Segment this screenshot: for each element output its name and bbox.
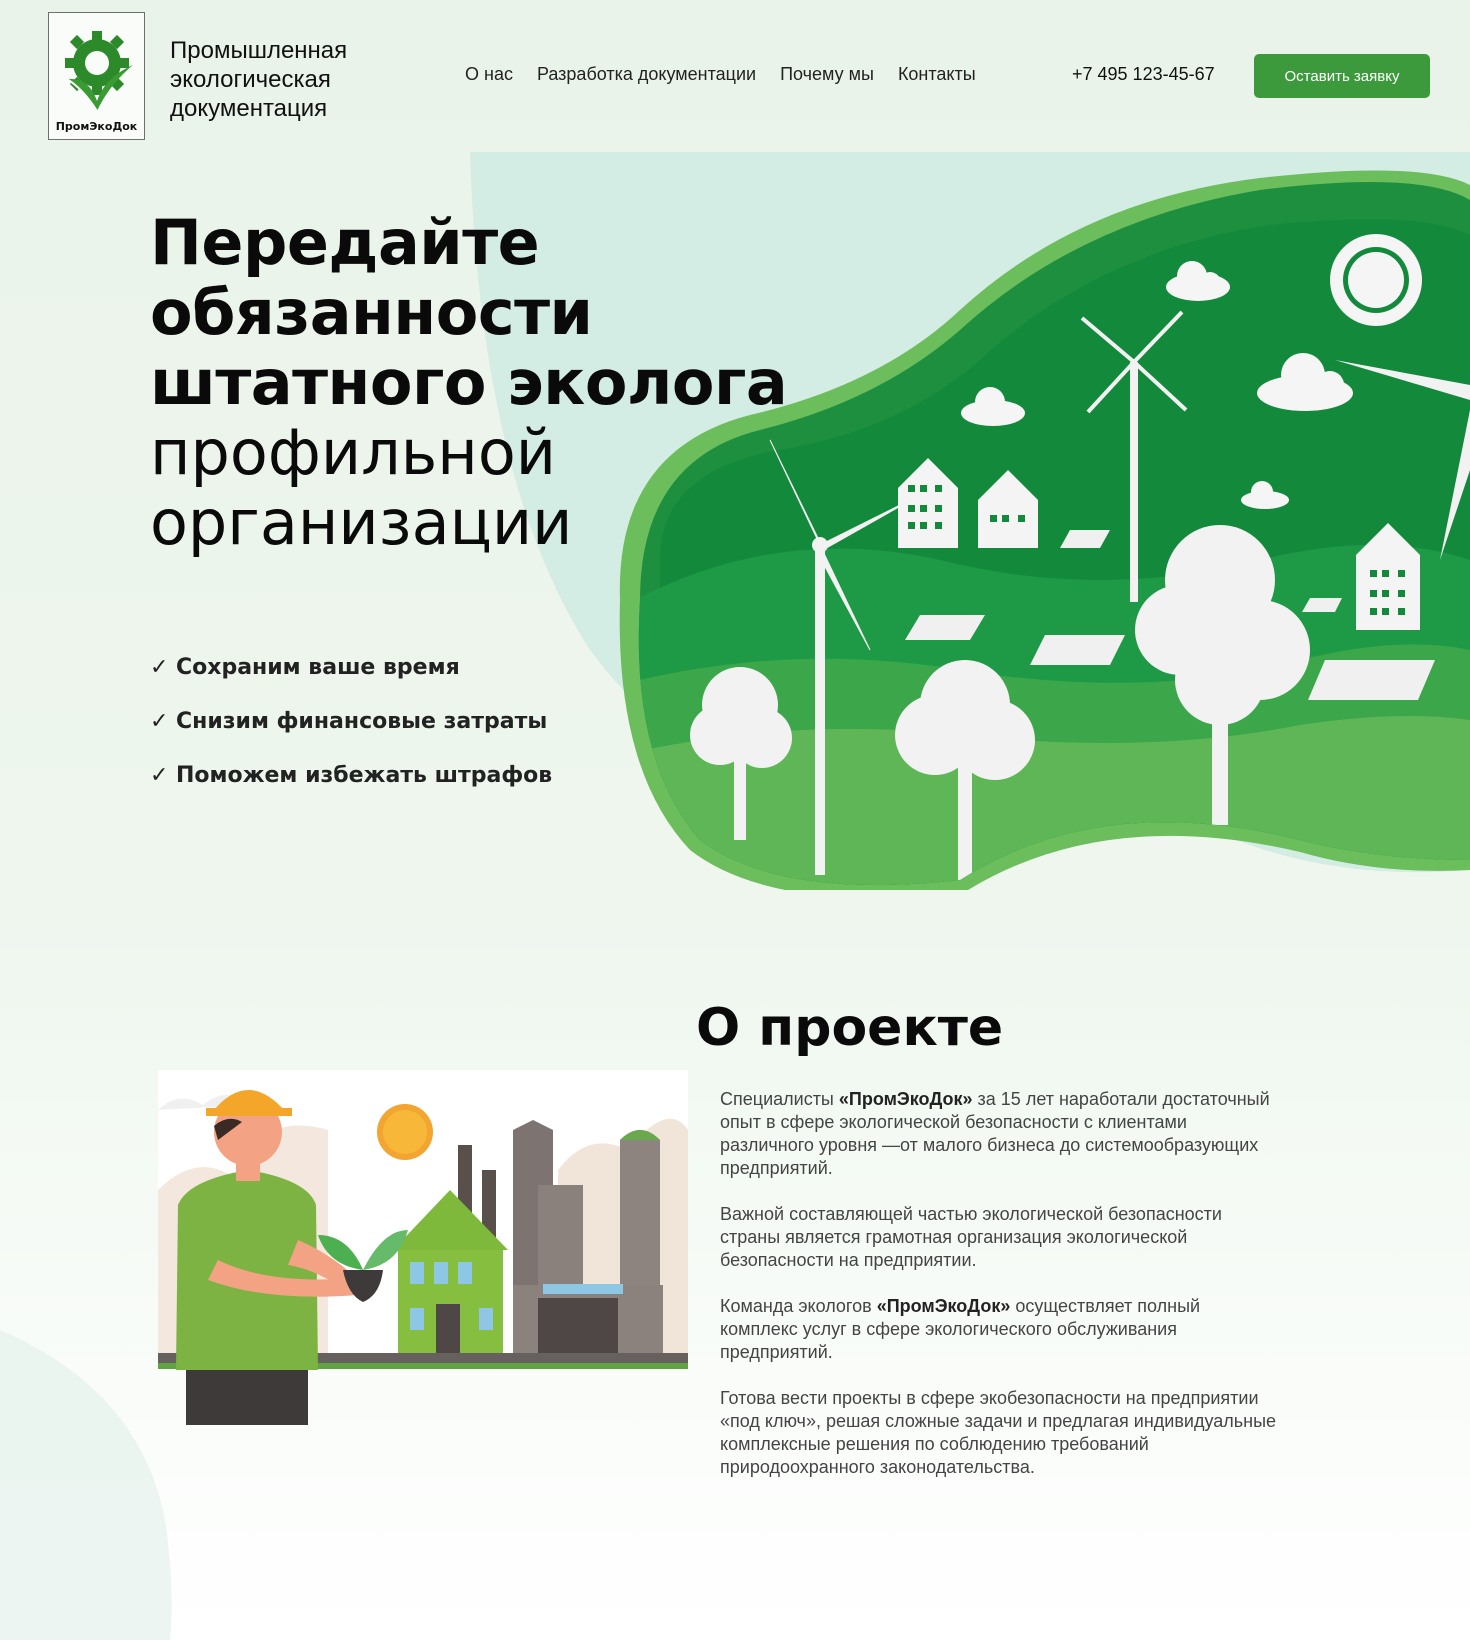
benefit-text: Снизим финансовые затраты xyxy=(176,708,548,734)
nav-item-documentation[interactable]: Разработка документации xyxy=(536,64,757,84)
site-header xyxy=(0,0,1470,150)
hero-title-line: Передайте xyxy=(150,206,540,279)
check-icon: ✓ xyxy=(150,708,169,734)
check-icon: ✓ xyxy=(150,654,169,680)
benefit-text: Сохраним ваше время xyxy=(176,654,460,680)
about-text xyxy=(720,1088,1280,1502)
about-text-span: за 15 лет наработали достаточный опыт в сфере экологической безопасности с клиентами различного уровня —от малого бизнеса до системообразующих предприятий. xyxy=(720,1089,1270,1178)
nav-item-why-us[interactable]: Почему мы xyxy=(780,64,874,84)
about-paragraph: Важной составляющей частью экологической безопасности страны является грамотная организация экологической безопасности на предприятии. xyxy=(720,1204,1222,1270)
about-paragraph xyxy=(720,1088,1280,1180)
about-paragraph xyxy=(720,1295,1280,1364)
about-illustration xyxy=(158,1070,688,1425)
main-nav xyxy=(465,64,1000,85)
hero-title-line: обязанности xyxy=(150,276,593,349)
check-icon: ✓ xyxy=(150,762,169,788)
about-text-span: Специалисты xyxy=(720,1089,839,1109)
hero-title-line: штатного эколога xyxy=(150,346,788,419)
brand-title: Промышленная экологическая документация xyxy=(170,37,348,122)
gear-leaf-icon xyxy=(57,19,137,119)
about-text-span: осуществляет полный комплекс услуг в сфере экологического обслуживания предприятий. xyxy=(720,1296,1201,1362)
benefit-text: Поможем избежать штрафов xyxy=(176,762,553,788)
nav-item-contacts[interactable]: Контакты xyxy=(897,64,976,84)
about-title: О проекте xyxy=(696,998,1004,1058)
logo[interactable] xyxy=(48,12,145,140)
brand-name: «ПромЭкоДок» xyxy=(838,1089,973,1109)
phone-link[interactable]: +7 495 123-45-67 xyxy=(1072,64,1215,84)
about-paragraph: Готова вести проекты в сфере экобезопасности на предприятии «под ключ», решая сложные задачи и предлагая индивидуальные комплексные решения по соблюдению требований природоохранного законодательства. xyxy=(720,1388,1277,1477)
nav-item-about[interactable]: О нас xyxy=(465,64,513,84)
leave-request-button[interactable]: Оставить заявку xyxy=(1254,54,1430,98)
hero-title-line: организации xyxy=(150,486,573,559)
hero-illustration xyxy=(470,150,1470,890)
hero-title-line: профильной xyxy=(150,416,557,489)
logo-text: ПромЭкоДок xyxy=(55,120,138,133)
about-text-span: Команда экологов xyxy=(720,1296,877,1316)
brand-name: «ПромЭкоДок» xyxy=(876,1296,1011,1316)
